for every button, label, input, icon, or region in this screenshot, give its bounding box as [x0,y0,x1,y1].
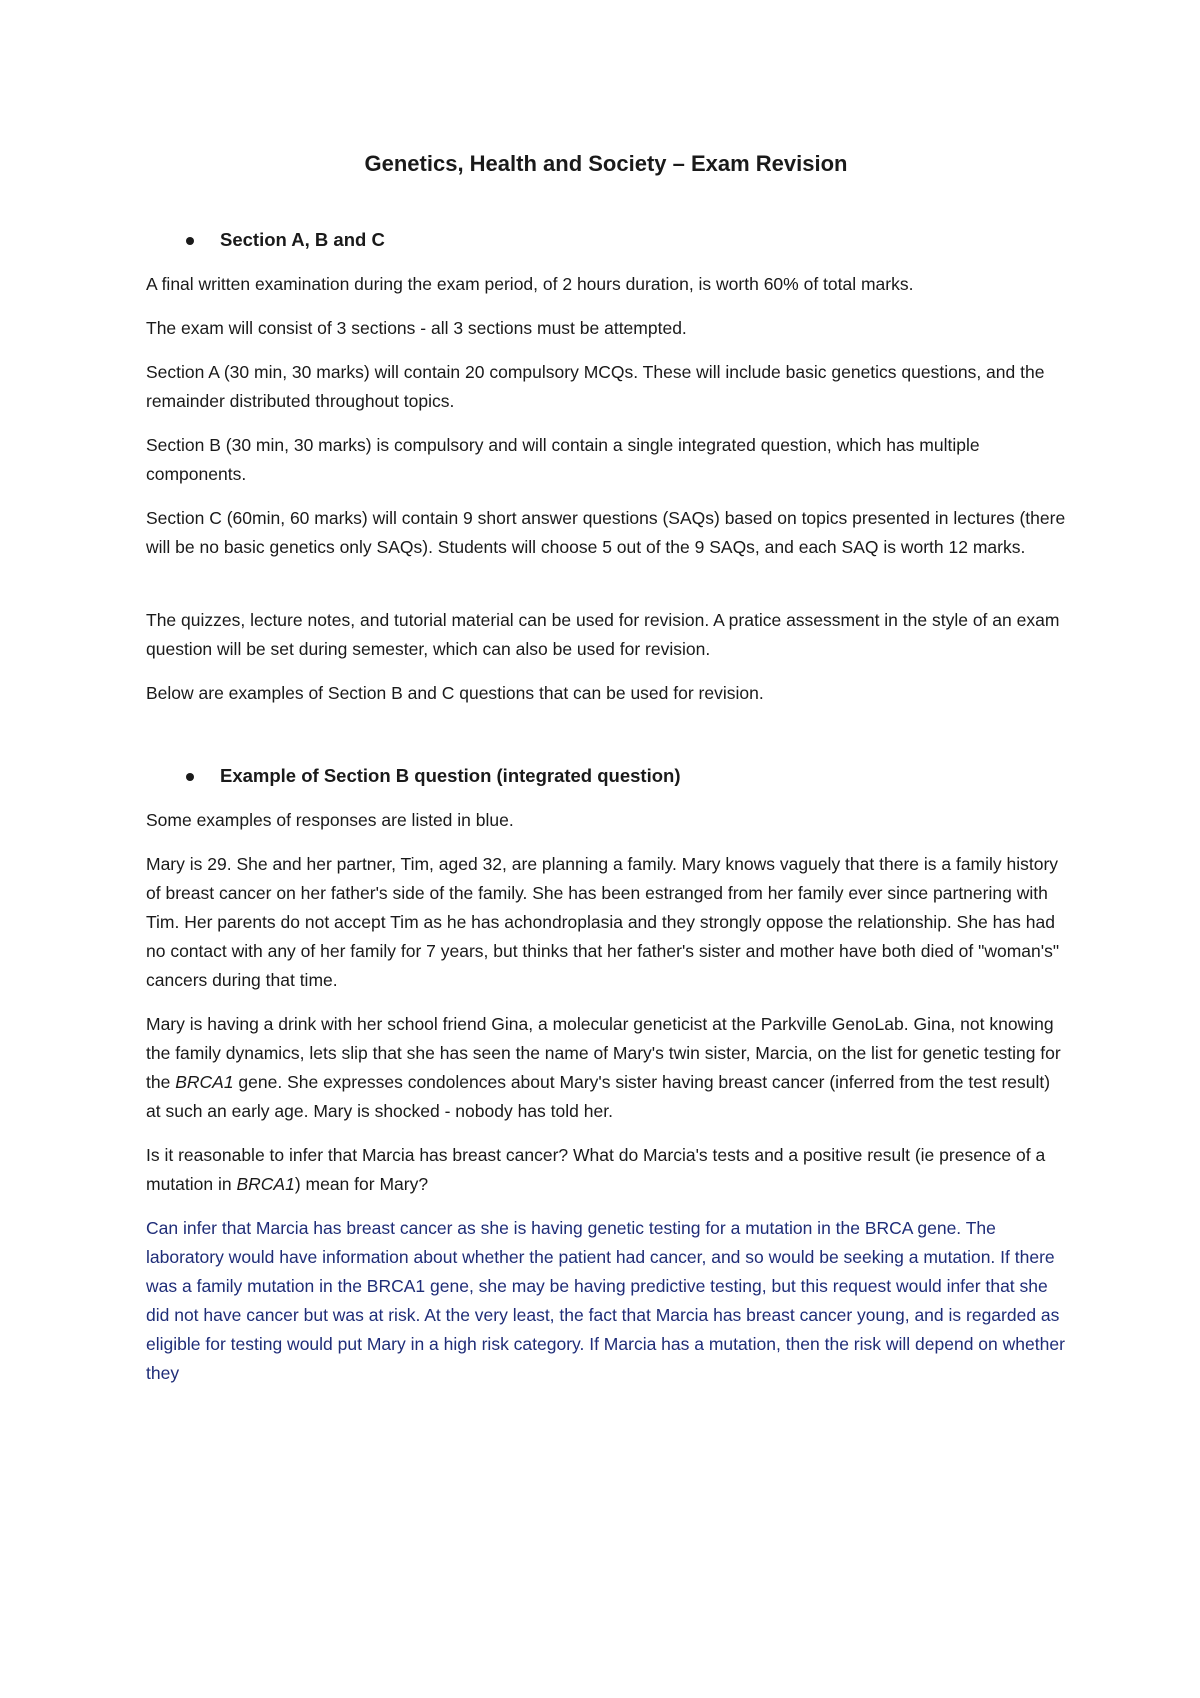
scenario-gina-text-1: Mary is having a drink with her school friend Gina, a molecular geneticist at the Parkville GenoLab. Gina, not knowing the family dynamics, lets slip that she has seen the name of Mary's twin sister, Marcia, on the list for genetic testing for the [146,1014,1061,1092]
paragraph-scenario-mary: Mary is 29. She and her partner, Tim, aged 32, are planning a family. Mary knows vaguely that there is a family history of breast cancer on her father's side of the family. She has been estranged from her family ever since partnering with Tim. Her parents do not accept Tim as he has achondroplasia and they strongly oppose the relationship. She has had no contact with any of her family for 7 years, but thinks that her father's sister and mother have both died of "woman's" cancers during that time. [146,854,1060,990]
bullet-icon [186,237,194,245]
scenario-gina-text-2: gene. She expresses condolences about Mary's sister having breast cancer (inferred from the test result) at such an early age. Mary is shocked - nobody has told her. [146,1072,1051,1121]
paragraph-section-a: Section A (30 min, 30 marks) will contain 20 compulsory MCQs. These will include basic genetics questions, and the remainder distributed throughout topics. [146,362,1045,411]
paragraph-section-b: Section B (30 min, 30 marks) is compulsory and will contain a single integrated question, which has multiple components. [146,435,980,484]
question-text-2: ) mean for Mary? [294,1174,429,1194]
document-title: Genetics, Health and Society – Exam Revision [364,151,848,176]
paragraph-section-c: Section C (60min, 60 marks) will contain 9 short answer questions (SAQs) based on topics presented in lectures (there will be no basic genetics only SAQs). Students will choose 5 out of the 9 SAQs, and each SAQ is worth 12 marks. [146,508,1066,557]
section-b-example-heading-text: Example of Section B question (integrated question) [220,765,681,786]
bullet-icon [186,773,194,781]
question-text-1: Is it reasonable to infer that Marcia has breast cancer? What do Marcia's tests and a positive result (ie presence of a mutation in [146,1145,1046,1194]
paragraph-answer: Can infer that Marcia has breast cancer as she is having genetic testing for a mutation in the BRCA gene. The laboratory would have information about whether the patient had cancer, and so would be seeking a mutation. If there was a family mutation in the BRCA1 gene, she may be having predictive testing, but this request would infer that she did not have cancer but was at risk. At the very least, the fact that Marcia has breast cancer young, and is regarded as eligible for testing would put Mary in a high risk category. If Marcia has a mutation, then the risk will depend on whether they [146,1218,1065,1383]
gene-name: BRCA1 [236,1174,295,1194]
paragraph-scenario-gina [146,1010,1066,1126]
paragraph-revision-materials: The quizzes, lecture notes, and tutorial material can be used for revision. A pratice assessment in the style of an exam question will be set during semester, which can also be used for revision. [146,610,1060,659]
paragraph-three-sections: The exam will consist of 3 sections - all 3 sections must be attempted. [146,318,687,338]
paragraph-final-exam: A final written examination during the exam period, of 2 hours duration, is worth 60% of total marks. [146,274,914,294]
section-overview-heading [146,226,1066,254]
paragraph-examples-intro: Below are examples of Section B and C questions that can be used for revision. [146,683,764,703]
gene-name: BRCA1 [175,1072,234,1092]
document-content [146,140,1066,1388]
section-b-example-heading [146,762,1066,790]
paragraph-question [146,1141,1066,1199]
section-overview-heading-text: Section A, B and C [220,229,385,250]
paragraph-responses-note: Some examples of responses are listed in blue. [146,810,514,830]
